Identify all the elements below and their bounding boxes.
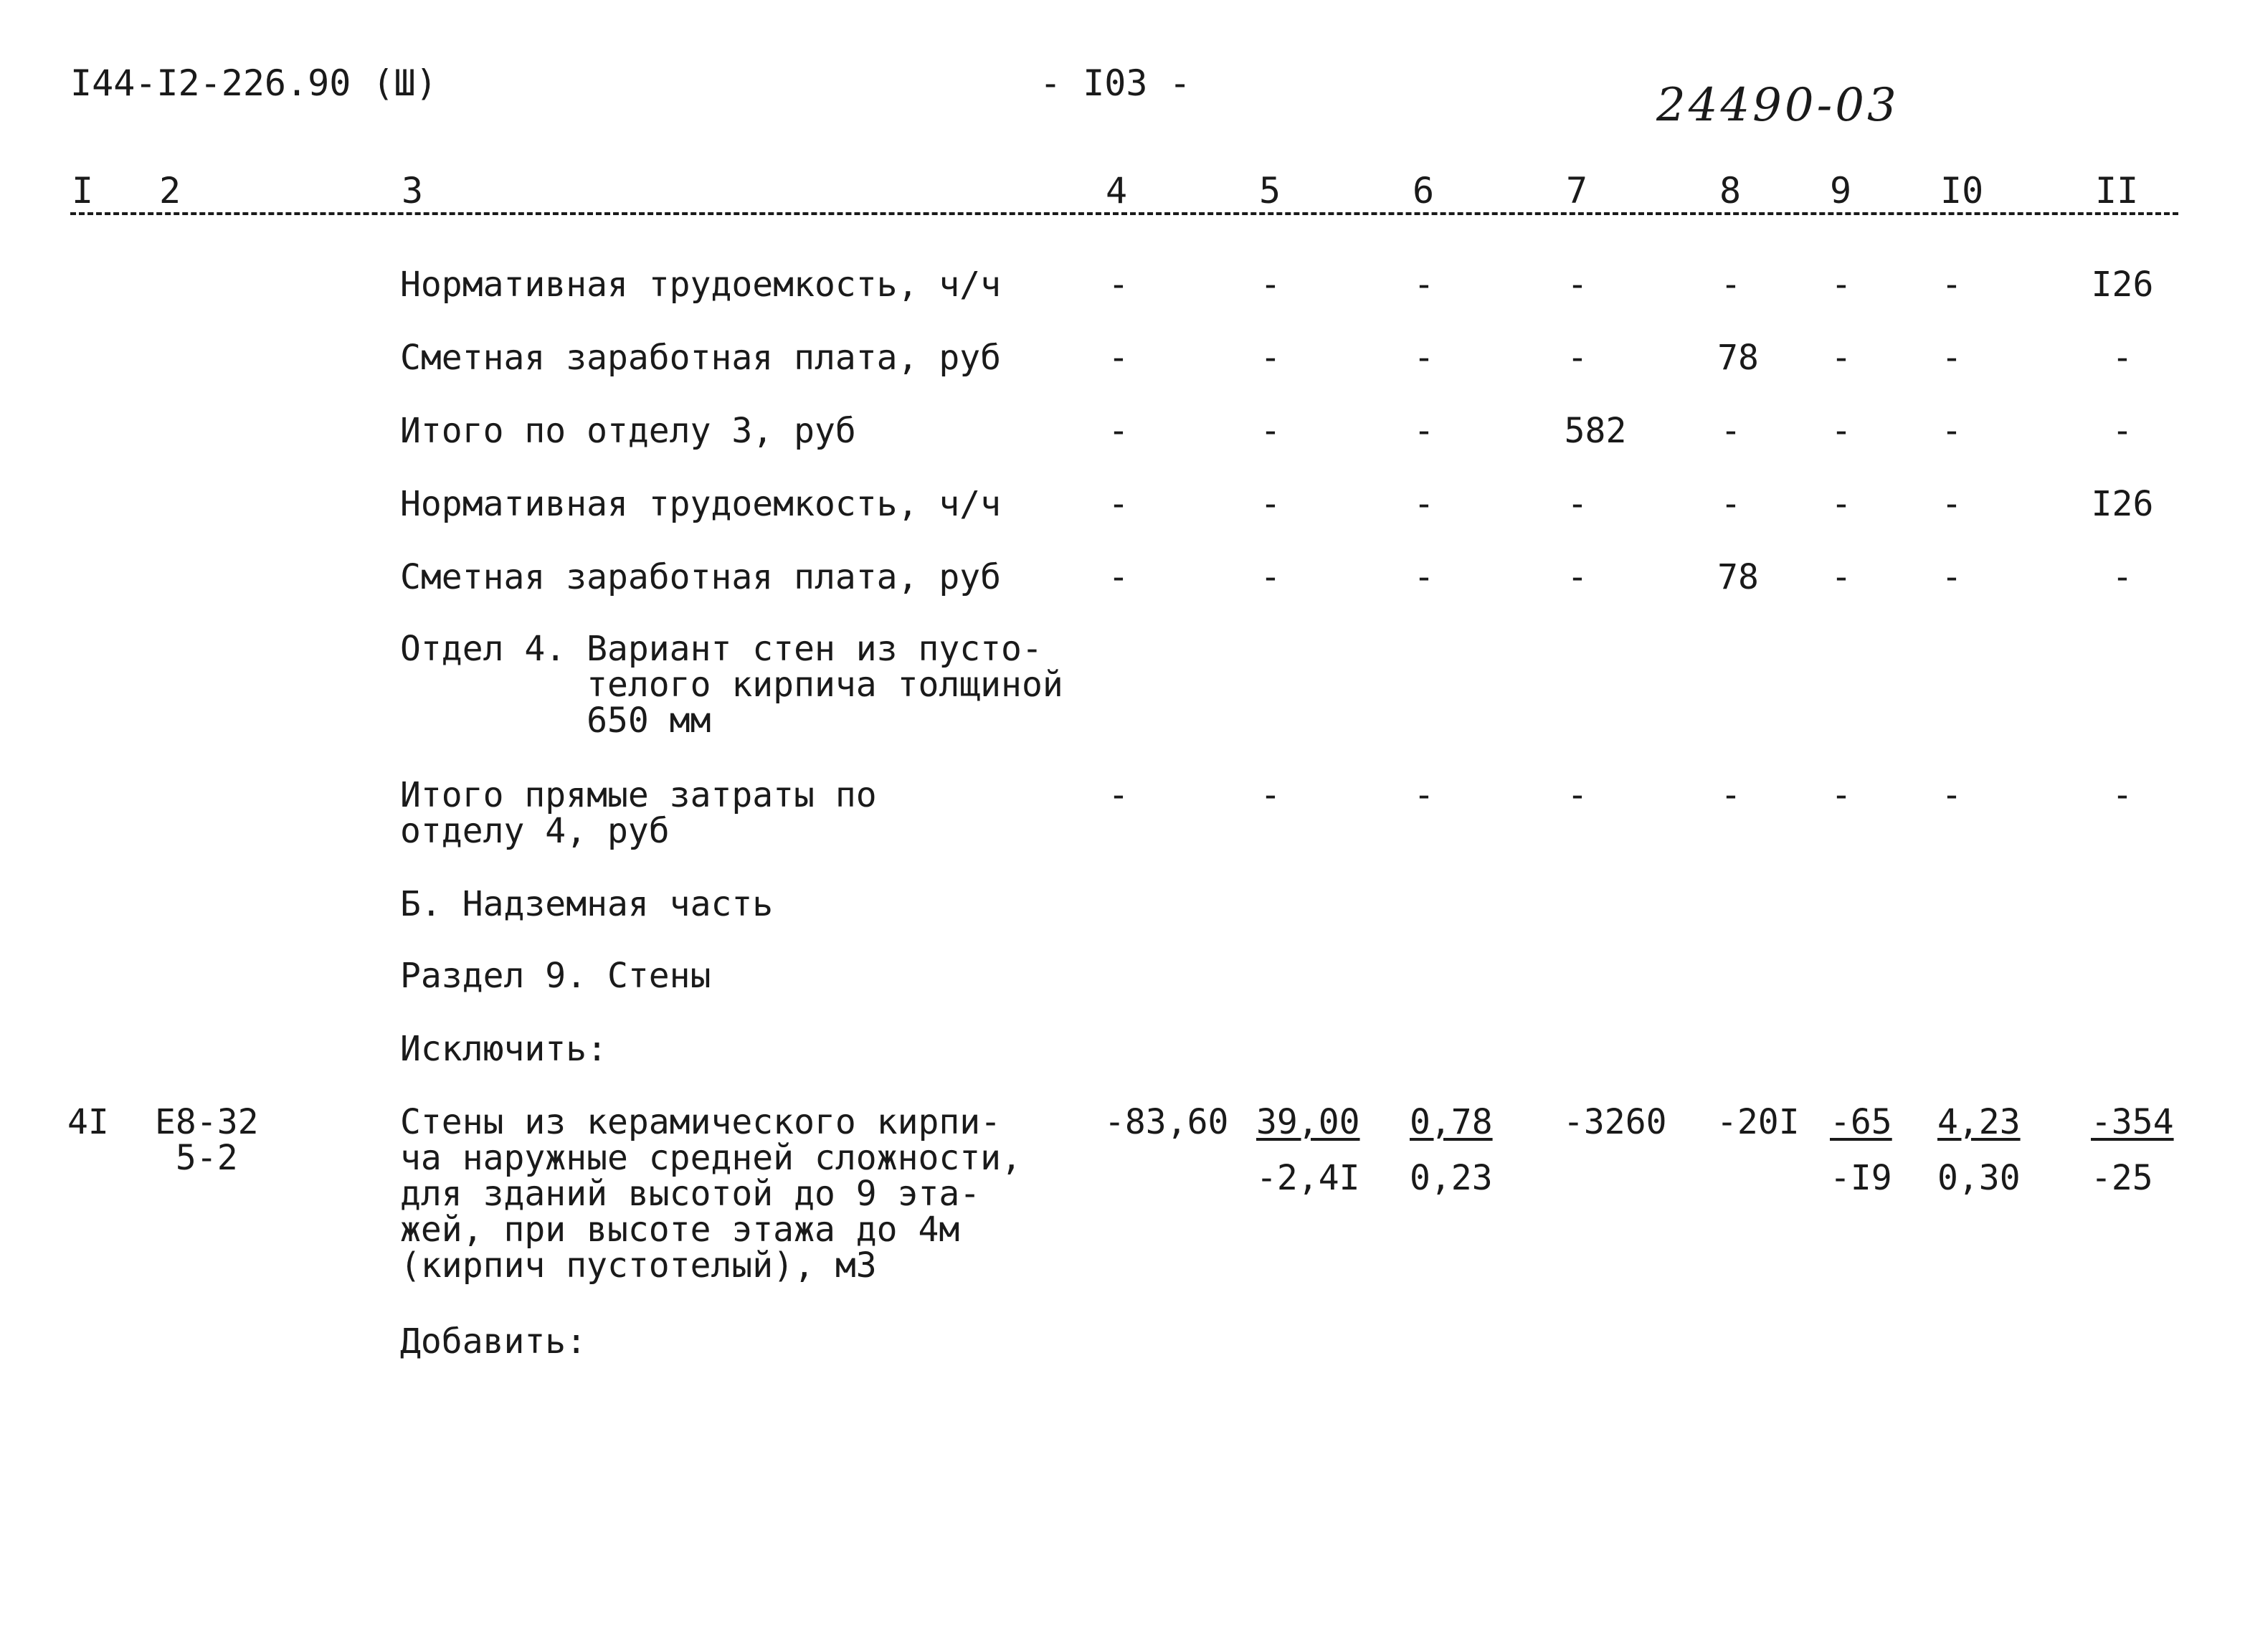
cell-col10-top: 4,23 [1937, 1102, 2021, 1142]
cell-col11: I26 [2091, 484, 2154, 524]
cell-col7: -3260 [1563, 1102, 1667, 1142]
cell-col11: - [2112, 411, 2133, 451]
cell-col4: - [1108, 775, 1129, 815]
cell-col4: -83,60 [1104, 1102, 1229, 1142]
column-number: 6 [1413, 170, 1435, 212]
cell-col8: -20I [1717, 1102, 1800, 1142]
cell-col5: - [1260, 557, 1281, 597]
cell-col9: - [1831, 775, 1852, 815]
cell-col5: - [1260, 775, 1281, 815]
cell-col10: - [1941, 265, 1962, 305]
cell-col8: - [1720, 484, 1742, 524]
cell-col10-bottom: 0,30 [1937, 1158, 2021, 1198]
cell-col5-top: 39,00 [1256, 1102, 1360, 1142]
row-description: Нормативная трудоемкость, ч/ч [400, 484, 1002, 524]
cell-col8: - [1720, 775, 1742, 815]
cell-col9: - [1831, 338, 1852, 378]
cell-col6: - [1413, 265, 1435, 305]
cell-col9: - [1831, 411, 1852, 451]
cell-col9: - [1831, 557, 1852, 597]
cell-col8: 78 [1717, 338, 1759, 378]
cell-col11: - [2112, 338, 2133, 378]
cell-col9-top: -65 [1830, 1102, 1892, 1142]
row-description: Итого по отделу 3, руб [400, 411, 856, 451]
item-code: Е8-32 5-2 [155, 1102, 259, 1178]
column-number: 9 [1830, 170, 1852, 212]
cell-col8: - [1720, 411, 1742, 451]
cell-col7: 582 [1564, 411, 1627, 451]
cell-col8: - [1720, 265, 1742, 305]
cell-col7: - [1567, 338, 1588, 378]
cell-col10: - [1941, 484, 1962, 524]
cell-col4: - [1108, 265, 1129, 305]
cell-col9: - [1831, 484, 1852, 524]
cell-col9: - [1831, 265, 1852, 305]
column-number: 2 [159, 170, 181, 212]
cell-col4: - [1108, 557, 1129, 597]
cell-col8: 78 [1717, 557, 1759, 597]
cell-col4: - [1108, 338, 1129, 378]
cell-col11-top: -354 [2091, 1102, 2174, 1142]
cell-col4: - [1108, 484, 1129, 524]
cell-col5: - [1260, 265, 1281, 305]
cell-col6: - [1413, 775, 1435, 815]
cell-col4: - [1108, 411, 1129, 451]
column-number: 5 [1259, 170, 1281, 212]
add-label: Добавить: [400, 1321, 587, 1362]
column-number: I [72, 170, 94, 212]
row-description: Сметная заработная плата, руб [400, 338, 1002, 378]
section-heading: Отдел 4. Вариант стен из пусто- телого кирпича толщиной 650 мм [400, 629, 1063, 741]
cell-col6-bottom: 0,23 [1410, 1158, 1493, 1198]
cell-col5-bottom: -2,4I [1256, 1158, 1360, 1198]
cell-col6: - [1413, 484, 1435, 524]
section-heading: Раздел 9. Стены [400, 956, 711, 996]
handwritten-number: 24490-03 [1656, 79, 1899, 132]
part-heading: Б. Надземная часть [400, 884, 774, 924]
cell-col10: - [1941, 338, 1962, 378]
column-number: I0 [1940, 170, 1984, 212]
column-number: 7 [1566, 170, 1588, 212]
cell-col7: - [1567, 484, 1588, 524]
row-description: Сметная заработная плата, руб [400, 557, 1002, 597]
cell-col6-top: 0,78 [1410, 1102, 1493, 1142]
row-description: Стены из керамического кирпи- ча наружные средней сложности, для зданий высотой до 9 эта- жей, при высоте этажа до 4м (кирпич пустотелый), м3 [400, 1102, 1022, 1286]
cell-col10: - [1941, 775, 1962, 815]
cell-col11: - [2112, 557, 2133, 597]
cell-col11: I26 [2091, 265, 2154, 305]
row-description: Итого прямые затраты по отделу 4, руб [400, 775, 877, 851]
cell-col11: - [2112, 775, 2133, 815]
column-number: 8 [1719, 170, 1742, 212]
cell-col5: - [1260, 484, 1281, 524]
column-number: 4 [1106, 170, 1128, 212]
item-number: 4I [67, 1102, 109, 1142]
cell-col7: - [1567, 557, 1588, 597]
row-description: Нормативная трудоемкость, ч/ч [400, 265, 1002, 305]
column-number: II [2095, 170, 2139, 212]
cell-col11-bottom: -25 [2091, 1158, 2153, 1198]
document-code: I44-I2-226.90 (Ш) [70, 62, 437, 104]
cell-col6: - [1413, 338, 1435, 378]
cell-col5: - [1260, 338, 1281, 378]
cell-col10: - [1941, 411, 1962, 451]
cell-col5: - [1260, 411, 1281, 451]
cell-col10: - [1941, 557, 1962, 597]
exclude-label: Исключить: [400, 1029, 607, 1069]
column-number: 3 [402, 170, 424, 212]
cell-col6: - [1413, 557, 1435, 597]
page-number: - I03 - [1040, 62, 1191, 104]
cell-col7: - [1567, 775, 1588, 815]
header-rule [70, 212, 2178, 215]
cell-col7: - [1567, 265, 1588, 305]
cell-col6: - [1413, 411, 1435, 451]
cell-col9-bottom: -I9 [1830, 1158, 1892, 1198]
